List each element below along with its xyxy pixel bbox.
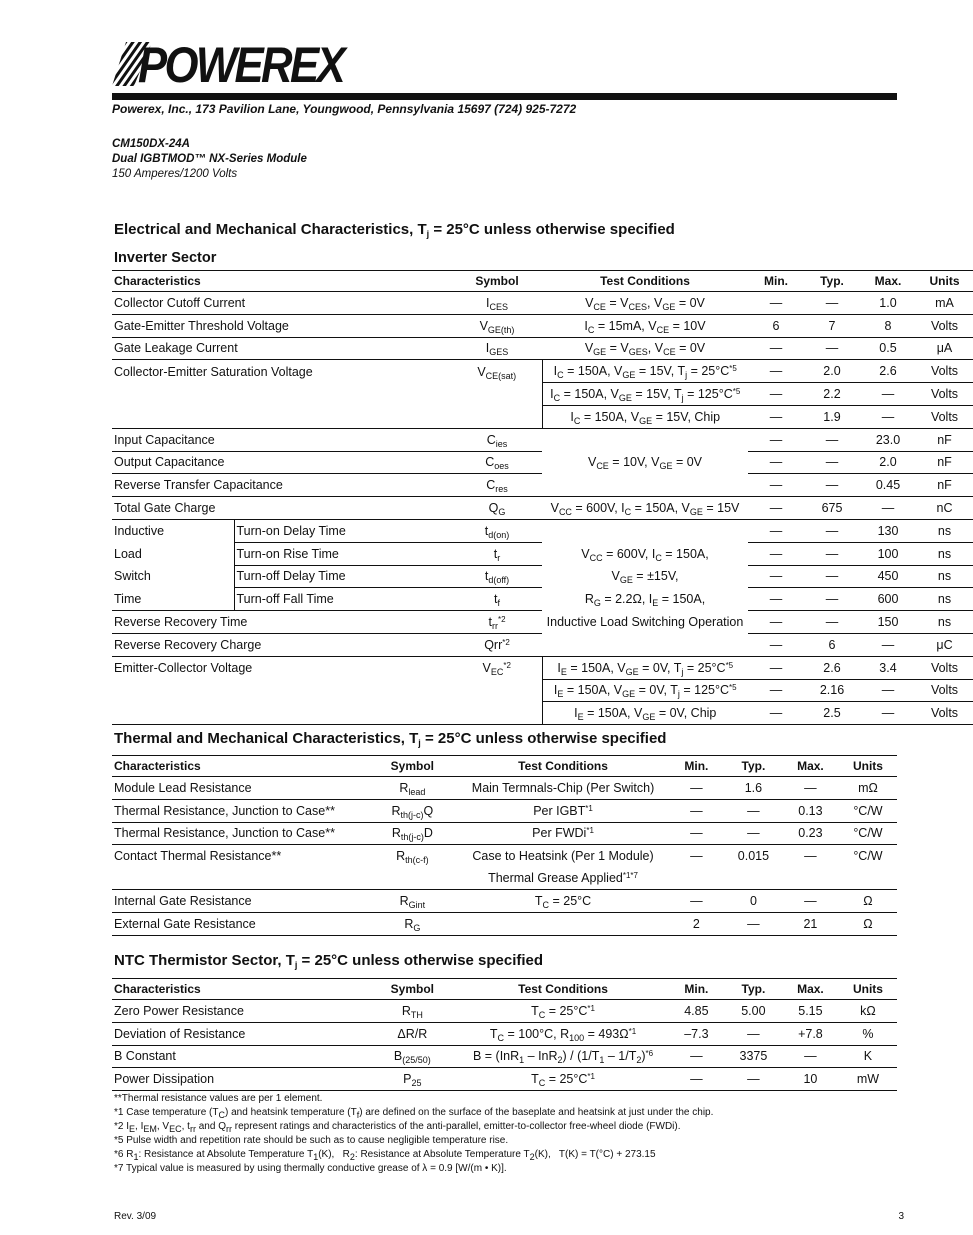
col-max: Max.	[860, 271, 916, 292]
table-row: Time Turn-off Fall Time $t_f$ $R_G = 2.2\Omega$, $I_E = 150A$, — — 600 ns	[112, 588, 973, 611]
part-info	[112, 137, 307, 182]
table-row: Load Turn-on Rise Time $t_r$ $V_{CC} = 600V$, $I_C = 150A$, — — 100 ns	[112, 542, 973, 565]
table-header: Characteristics Symbol Test Conditions Min. Typ. Max. Units	[112, 756, 897, 777]
table-row: Thermal Resistance, Junction to Case** $R_{th(j-c)}Q$ Per IGBT$^{*1}$ — — 0.13 °C/W	[112, 799, 897, 822]
table-row: Reverse Recovery Charge Qrr$^{*2}$ — 6 — μC	[112, 633, 973, 656]
table-row: Collector-Emitter Saturation Voltage $V_{CE(sat)}$ $I_C = 150A$, $V_{GE} = 15V$, $T_j = 25^\circ C^{*5}$ — 2.0 2.6 Volts	[112, 360, 973, 383]
part-description: Dual IGBTMOD™ NX-Series Module	[112, 153, 307, 165]
table-row: Reverse Transfer Capacitance $C_{res}$ — — 0.45 nF	[112, 474, 973, 497]
table-row: Module Lead Resistance $R_{lead}$ Main Termnals-Chip (Per Switch) — 1.6 — mΩ	[112, 777, 897, 800]
col-typ: Typ.	[804, 271, 860, 292]
table-row: Power Dissipation $P_{25}$ $T_C = 25^\circ C^{*1}$ — — 10 mW	[112, 1068, 897, 1091]
col-symbol: Symbol	[452, 271, 542, 292]
col-characteristics: Characteristics	[112, 271, 452, 292]
footnotes: **Thermal resistance values are per 1 element. *1 Case temperature $(T_C)$ and heatsink temperature $(T_f)$ are defined on the surface of the baseplate and heatsink at just under the chip. *2 $I_E$, $I_{EM}$, $V_{EC}$, $t_{rr}$ and $Q_{rr}$ represent ratings and characteristics of the anti-parallel, emitter-to-collector free-wheel diode (FWDi). *5 Pulse width and repetition rate should be such as to cause negligible temperature rise. *6 $R_1$: Resistance at Absolute Temperature $T_1(K)$, $R_2$: Resistance at Absolute Temperature $T_2(K)$, T(K) = T(°C) + 273.15 *7 Typical value is measured by using thermally conductive grease of λ = 0.9 [W/(m • K)].	[114, 1093, 714, 1174]
table-header: Characteristics Symbol Test Conditions Min. Typ. Max. Units	[112, 979, 897, 1000]
table-row: Collector Cutoff Current $I_{CES}$ $V_{CE} = V_{CES}$, $V_{GE} = 0V$ — — 1.0 mA	[112, 292, 973, 315]
powerex-logo	[112, 37, 348, 93]
thermal-table	[112, 755, 897, 936]
table-row: Switch Turn-off Delay Time $t_{d(off)}$ $V_{GE} = \pm 15V$, — — 450 ns	[112, 565, 973, 588]
inverter-sector-title: Inverter Sector	[114, 250, 217, 266]
table-row: Reverse Recovery Time $t_{rr}^{*2}$ Inductive Load Switching Operation — — 150 ns	[112, 611, 973, 634]
part-number: CM150DX-24A	[112, 138, 190, 150]
table-row: Internal Gate Resistance $R_{Gint}$ $T_C = 25^\circ C$ — 0 — Ω	[112, 889, 897, 912]
col-test-conditions: Test Conditions	[542, 271, 748, 292]
table-row: $I_E = 150A$, $V_{GE} = 0V$, Chip — 2.5 — Volts	[112, 702, 973, 725]
table-row: Input Capacitance $C_{ies}$ $V_{CE} = 10V$, $V_{GE} = 0V$ — — 23.0 nF	[112, 428, 973, 451]
header-rule	[112, 93, 897, 100]
svg-text:POWEREX: POWEREX	[138, 37, 348, 93]
table-row: Gate Leakage Current $I_{GES}$ $V_{GE} = V_{GES}$, $V_{CE} = 0V$ — — 0.5 μA	[112, 337, 973, 360]
table-row: Inductive Turn-on Delay Time $t_{d(on)}$ — — 130 ns	[112, 519, 973, 542]
part-rating: 150 Amperes/1200 Volts	[112, 168, 238, 180]
table-row: Output Capacitance $C_{oes}$ — — 2.0 nF	[112, 451, 973, 474]
table-row: $I_E = 150A$, $V_{GE} = 0V$, $T_j = 125^\circ C^{*5}$ — 2.16 — Volts	[112, 679, 973, 702]
table-row: $I_C = 150A$, $V_{GE} = 15V$, $T_j = 125^\circ C^{*5}$ — 2.2 — Volts	[112, 383, 973, 406]
table-row: Contact Thermal Resistance** $R_{th(c-f)}$ Case to Heatsink (Per 1 Module) — 0.015 — °C/W	[114, 849, 883, 866]
inverter-table	[112, 270, 973, 725]
ntc-table	[112, 978, 897, 1091]
table-row: External Gate Resistance $R_G$ 2 — 21 Ω	[112, 912, 897, 935]
col-units: Units	[916, 271, 973, 292]
table-row: Deviation of Resistance ΔR/R $T_C = 100^\circ C$, $R_{100} = 493\Omega^{*1}$ –7.3 — +7.8 %	[112, 1022, 897, 1045]
table-row: $I_C = 150A$, $V_{GE} = 15V$, Chip — 1.9 — Volts	[112, 405, 973, 428]
revision: Rev. 3/09	[114, 1211, 157, 1222]
table-row: Emitter-Collector Voltage $V_{EC}^{*2}$ $I_E = 150A$, $V_{GE} = 0V$, $T_j = 25^\circ C^{*5}$ — 2.6 3.4 Volts	[112, 656, 973, 679]
table-row: B Constant $B_{(25/50)}$ $B = (InR_1 - InR_2) / (1/T_1 - 1/T_2)^{*6}$ — 3375 — K	[112, 1045, 897, 1068]
electrical-section-title: Electrical and Mechanical Characteristics, $T_j = 25^\circ C$ unless otherwise specified	[114, 221, 675, 239]
table-row: Thermal Resistance, Junction to Case** $R_{th(j-c)}D$ Per FWDi$^{*1}$ — — 0.23 °C/W	[112, 822, 897, 845]
table-row: Thermal Grease Applied$^{*1*7}$	[112, 867, 897, 889]
thermal-section-title: Thermal and Mechanical Characteristics, $T_j = 25^\circ C$ unless otherwise specified	[114, 730, 667, 748]
col-min: Min.	[748, 271, 804, 292]
table-header	[112, 271, 973, 292]
table-row: Gate-Emitter Threshold Voltage $V_{GE(th)}$ $I_C = 15mA$, $V_{CE} = 10V$ 6 7 8 Volts	[112, 314, 973, 337]
ntc-section-title: NTC Thermistor Sector, $T_j = 25^\circ C$ unless otherwise specified	[114, 952, 544, 970]
table-row: Total Gate Charge $Q_G$ $V_{CC} = 600V$, $I_C = 150A$, $V_{GE} = 15V$ — 675 — nC	[112, 497, 973, 520]
page-number: 3	[898, 1211, 904, 1222]
company-address: Powerex, Inc., 173 Pavilion Lane, Youngwood, Pennsylvania 15697 (724) 925-7272	[112, 102, 577, 116]
table-row: Zero Power Resistance $R_{TH}$ $T_C = 25^\circ C^{*1}$ 4.85 5.00 5.15 kΩ	[112, 1000, 897, 1023]
